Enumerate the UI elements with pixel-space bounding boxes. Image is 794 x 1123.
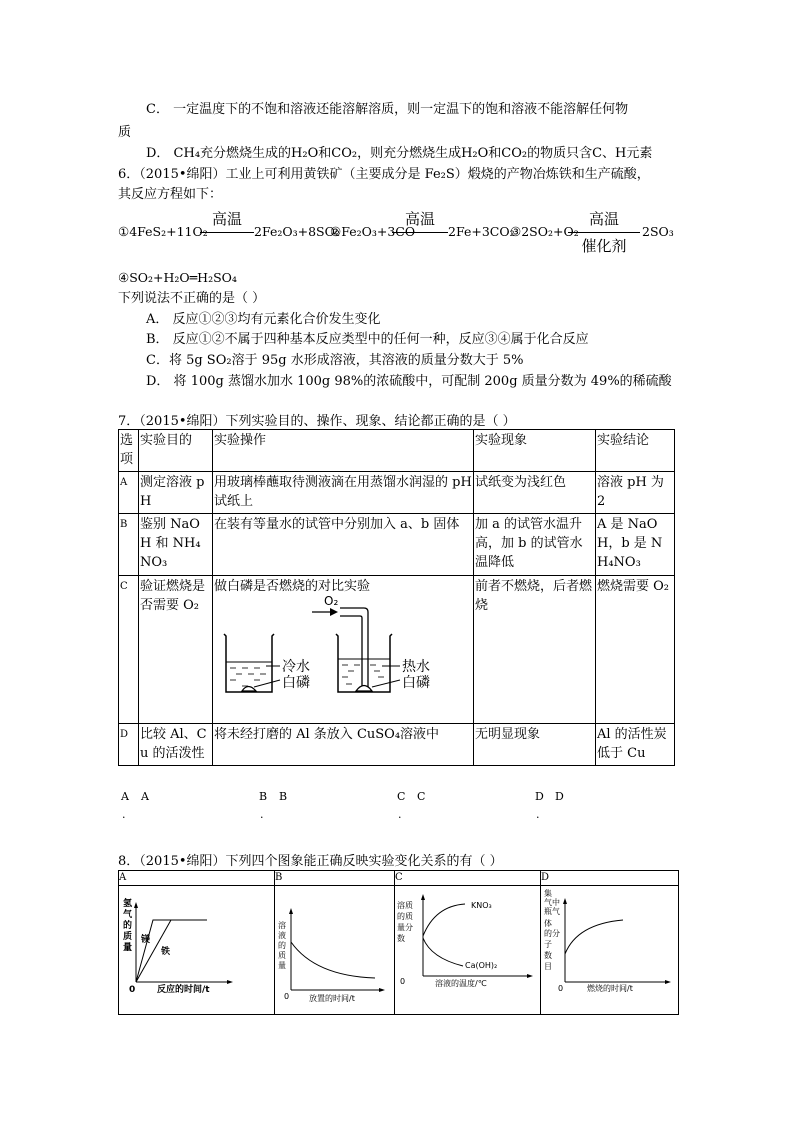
q6-option-b: B． 反应①②不属于四种基本反应类型中的任何一种，反应③④属于化合反应: [146, 332, 589, 347]
graph-b-ylabel-2: 液: [278, 931, 286, 940]
answer-letter: B: [259, 790, 268, 803]
graph-d-ylabel-4: 中: [552, 898, 560, 907]
q7-stem: 7．（2015•绵阳）下列实验目的、操作、现象、结论都正确的是（ ）: [118, 414, 516, 429]
eq3-left: ③2SO₂+O₂: [510, 224, 579, 239]
table-row: [119, 576, 675, 724]
answer-text[interactable]: C: [417, 790, 426, 803]
row-operation: 做白磷是否燃烧的对比实验: [214, 579, 371, 594]
label-white-phosphorus-2: 白磷: [402, 675, 430, 691]
graph-c: [395, 886, 540, 1014]
header-goal: 实验目的: [139, 430, 213, 472]
graph-d-ylabel-5: 气: [552, 907, 560, 916]
q6-stem-line1: 6．（2015•绵阳）工业上可利用黄铁矿（主要成分是 Fe₂S）煅烧的产物冶炼铁和生产硫酸，: [118, 167, 650, 182]
eq2-condition: 高温: [404, 210, 435, 228]
row-goal: 验证燃烧是否需要 O₂: [139, 576, 213, 724]
row-conclusion: A 是 NaOH，b 是 NH₄NO₃: [596, 514, 675, 576]
table-header-row: [119, 430, 675, 472]
eq2-left: ②Fe₂O₃+3CO: [330, 224, 416, 239]
cell-label-b: B: [275, 871, 395, 886]
answer-letter: A: [121, 790, 129, 803]
graph-a-ylabel-2: 气: [123, 910, 133, 920]
q6-option-a: A． 反应①②③均有元素化合价发生变化: [146, 312, 381, 327]
graph-a: [119, 886, 274, 1014]
table-row: [119, 472, 675, 514]
eq3-right: 2SO₃: [642, 224, 674, 239]
graph-d-cell: [541, 886, 679, 1015]
eq3-condition-bottom: 催化剂: [581, 237, 627, 255]
row-goal: 测定溶液 pH: [139, 472, 213, 514]
graph-row: [119, 886, 679, 1015]
row-option: B: [119, 514, 139, 576]
row-phenomenon: 无明显现象: [474, 724, 596, 766]
graph-label-row: [119, 871, 679, 886]
q8-stem: 8．（2015•绵阳）下列四个图象能正确反映实验变化关系的有（ ）: [118, 854, 503, 869]
label-cold-water: 冷水: [282, 659, 310, 675]
answer-letter: D: [535, 790, 544, 803]
answer-text[interactable]: B: [279, 790, 288, 803]
graph-d-ylabel-2: 气: [544, 898, 552, 907]
graph-a-origin: 0: [129, 985, 136, 995]
graph-d-ylabel-9: 子: [544, 940, 552, 949]
row-phenomenon: 试纸变为浅红色: [474, 472, 596, 514]
header-operation: 实验操作: [213, 430, 474, 472]
label-white-phosphorus-1: 白磷: [282, 675, 310, 691]
q7-table: [118, 429, 675, 766]
graph-c-ylabel-3: 量分: [397, 923, 413, 932]
graph-c-kno3: KNO₃: [471, 901, 492, 910]
row-goal: 鉴别 NaOH 和 NH₄NO₃: [139, 514, 213, 576]
graph-c-caoh2-curve: [423, 938, 463, 966]
answer-dot: .: [536, 808, 540, 821]
q6-option-d: D． 将 100g 蒸馏水加水 100g 98%的浓硫酸中，可配制 200g 质量分数为 49%的稀硫酸: [146, 374, 672, 389]
eq2-right: 2Fe+3CO₂: [448, 224, 515, 239]
graph-b-ylabel-3: 的: [278, 941, 286, 950]
graph-c-origin: 0: [400, 977, 406, 986]
header-option: 选项: [119, 430, 139, 472]
header-phenomenon: 实验现象: [474, 430, 596, 472]
graph-a-xlabel: 反应的时间/t: [157, 985, 210, 995]
label-hot-water: 热水: [402, 659, 430, 675]
graph-d-ylabel-1: 集: [544, 889, 552, 898]
row-conclusion: Al 的活性炭低于 Cu: [596, 724, 675, 766]
graph-c-ylabel-2: 的质: [397, 912, 413, 921]
graph-b-curve: [291, 942, 375, 978]
answer-dot: .: [260, 808, 264, 821]
phosphorus-experiment-figure: [214, 596, 472, 716]
q6-stem-line2: 其反应方程如下：: [118, 187, 223, 202]
answer-text[interactable]: A: [141, 790, 149, 803]
q6-option-c: C．将 5g SO₂溶于 95g 水形成溶液，其溶液的质量分数大于 5%: [146, 353, 524, 368]
eq3-bar: [568, 232, 640, 233]
graph-b-ylabel-4: 质: [278, 951, 286, 960]
q5-option-c-line1: C． 一定温度下的不饱和溶液还能溶解溶质，则一定温下的饱和溶液不能溶解任何物: [146, 102, 629, 117]
graph-a-cell: [119, 886, 275, 1015]
row-conclusion: 燃烧需要 O₂: [596, 576, 675, 724]
cell-label-c: C: [395, 871, 541, 886]
graph-a-line-mg: 镁: [141, 935, 151, 945]
graph-b-ylabel-1: 溶: [278, 921, 286, 930]
eq1-bar: [200, 232, 254, 233]
row-conclusion: 溶液 pH 为 2: [596, 472, 675, 514]
graph-d: [541, 886, 678, 1014]
eq4: ④SO₂+H₂O═H₂SO₄: [118, 270, 237, 285]
graph-a-line-fe: 铁: [161, 947, 171, 957]
graph-c-caoh2: Ca(OH)₂: [465, 961, 498, 970]
q8-graph-table: [118, 870, 679, 1015]
table-row: [119, 724, 675, 766]
answer-text[interactable]: D: [555, 790, 564, 803]
row-operation: 在装有等量水的试管中分别加入 a、b 固体: [213, 514, 474, 576]
graph-d-curve: [565, 920, 623, 954]
graph-b-origin: 0: [284, 992, 290, 1001]
graph-d-ylabel-8: 分: [552, 929, 560, 938]
row-option: D: [119, 724, 139, 766]
graph-a-ylabel-3: 的: [123, 921, 133, 931]
eq1-condition: 高温: [211, 210, 242, 228]
graph-c-ylabel-4: 数: [397, 934, 405, 943]
row-phenomenon: 前者不燃烧，后者燃烧: [474, 576, 596, 724]
eq1-right: 2Fe₂O₃+8SO₂: [254, 224, 340, 239]
graph-d-ylabel-10: 数: [544, 951, 552, 960]
graph-a-ylabel-1: 氢: [123, 899, 133, 909]
row-operation: 用玻璃棒蘸取待测液滴在用蒸馏水润湿的 pH 试纸上: [213, 472, 474, 514]
row-operation-with-figure: [213, 576, 474, 724]
table-row: [119, 514, 675, 576]
graph-d-ylabel-7: 的: [544, 929, 552, 938]
graph-d-origin: 0: [558, 984, 564, 993]
graph-d-ylabel-3: 瓶: [544, 907, 552, 916]
q5-option-c-line2: 质: [118, 125, 132, 140]
row-option: A: [119, 472, 139, 514]
label-oxygen: O₂: [324, 596, 339, 608]
graph-b-xlabel: 放置的时间/t: [309, 994, 355, 1003]
graph-c-ylabel-1: 溶质: [397, 901, 413, 910]
header-conclusion: 实验结论: [596, 430, 675, 472]
cell-label-d: D: [541, 871, 679, 886]
eq3-condition-top: 高温: [588, 210, 619, 228]
answer-letter: C: [397, 790, 406, 803]
graph-b: [275, 886, 394, 1014]
graph-c-xlabel: 溶液的温度/℃: [435, 979, 487, 988]
graph-c-kno3-curve: [423, 904, 465, 936]
cell-label-a: A: [119, 871, 275, 886]
graph-d-xlabel: 燃烧的时间/t: [587, 984, 633, 993]
graph-d-ylabel-6: 体: [544, 919, 552, 928]
eq2-bar: [392, 232, 448, 233]
row-operation: 将未经打磨的 Al 条放入 CuSO₄溶液中: [213, 724, 474, 766]
row-goal: 比较 Al、Cu 的活泼性: [139, 724, 213, 766]
graph-a-mg-line: [136, 920, 207, 982]
graph-b-cell: [275, 886, 395, 1015]
graph-c-cell: [395, 886, 541, 1015]
hot-water-beaker: [312, 608, 400, 692]
cold-water-beaker: [224, 634, 280, 692]
row-option: C: [119, 576, 139, 724]
q5-option-d: D． CH₄充分燃烧生成的H₂O和CO₂，则充分燃烧生成H₂O和CO₂的物质只含C、H元素: [146, 146, 653, 161]
row-phenomenon: 加 a 的试管水温升高，加 b 的试管水温降低: [474, 514, 596, 576]
answer-dot: .: [122, 808, 126, 821]
graph-b-ylabel-5: 量: [278, 961, 286, 970]
answer-dot: .: [398, 808, 402, 821]
graph-a-ylabel-5: 量: [123, 943, 133, 953]
graph-d-ylabel-11: 目: [544, 962, 552, 971]
q6-question: 下列说法不正确的是（ ）: [118, 291, 266, 306]
graph-a-ylabel-4: 质: [123, 932, 133, 942]
eq1-left: ①4FeS₂+11O₂: [118, 224, 208, 239]
